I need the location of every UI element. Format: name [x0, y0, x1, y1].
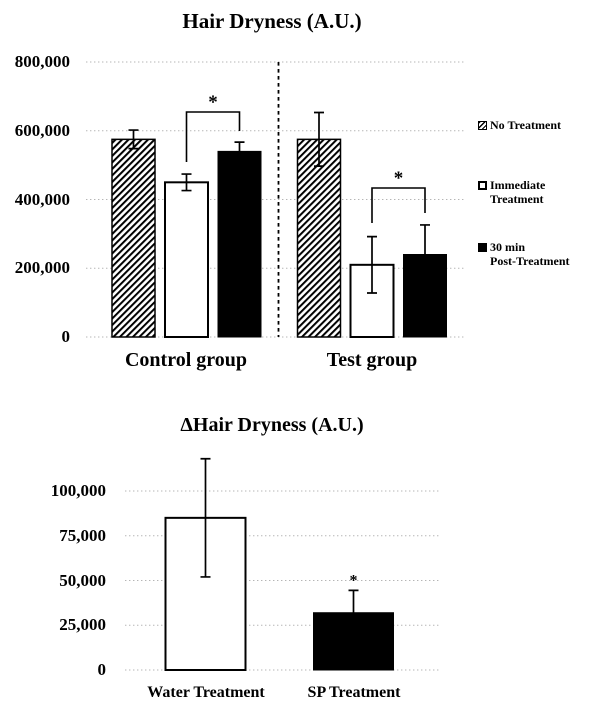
y-tick-label: 200,000 — [14, 258, 70, 278]
bar-black — [218, 151, 261, 337]
legend-item-30min-post-treatment — [478, 241, 570, 268]
x-category-water-treatment: Water Treatment — [147, 684, 265, 701]
legend-label-line: No Treatment — [490, 118, 561, 132]
y-tick-label: 50,000 — [59, 570, 106, 590]
y-tick-label: 0 — [97, 660, 106, 679]
x-category-test-group: Test group — [326, 349, 418, 371]
x-category-control-group: Control group — [124, 349, 248, 371]
y-tick-label: 800,000 — [14, 52, 70, 71]
legend-label-line: Treatment — [490, 191, 544, 206]
bar-hatched — [298, 139, 341, 337]
y-tick-label: 600,000 — [14, 120, 70, 140]
bar-hatched — [112, 139, 155, 337]
significance-bracket — [372, 188, 425, 223]
legend-label-line: 30 min — [490, 240, 526, 254]
legend-label-immediate-treatment — [490, 179, 545, 206]
y-tick-label: 75,000 — [59, 525, 106, 545]
significance-star: * — [393, 168, 404, 189]
legend-item-no-treatment — [478, 119, 561, 133]
y-tick-label: 25,000 — [59, 615, 106, 635]
legend-label-line: Post-Treatment — [490, 253, 570, 268]
legend-swatch-white-icon — [478, 181, 487, 190]
y-tick-label: 0 — [61, 327, 70, 346]
y-tick-label: 100,000 — [50, 481, 106, 500]
top-chart-title: Hair Dryness (A.U.) — [182, 9, 362, 33]
significance-star: * — [208, 92, 218, 113]
bar-white — [165, 182, 208, 337]
y-tick-label: 400,000 — [14, 189, 70, 209]
legend-label-30min-post-treatment — [490, 241, 570, 268]
legend-label-no-treatment — [490, 119, 561, 133]
legend-swatch-black-icon — [478, 243, 487, 252]
bottom-chart-title: ΔHair Dryness (A.U.) — [180, 414, 364, 436]
x-category-sp-treatment: SP Treatment — [307, 684, 401, 701]
significance-star: * — [349, 572, 358, 590]
legend-label-line: Immediate — [490, 178, 546, 192]
bottom-y-axis — [0, 0, 108, 706]
legend-item-immediate-treatment — [478, 179, 545, 206]
legend-swatch-hatched-icon — [478, 121, 487, 130]
